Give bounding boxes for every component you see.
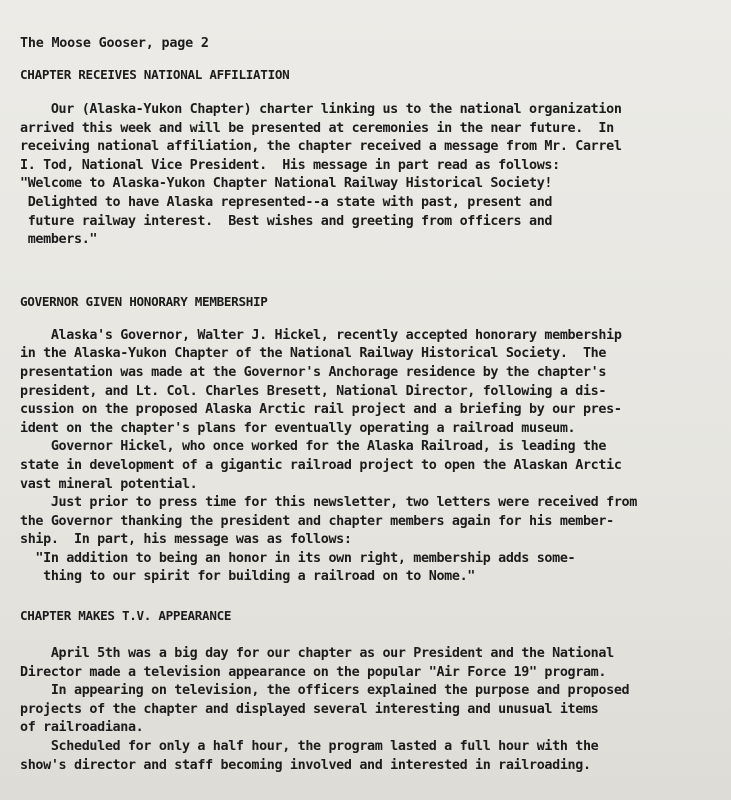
text-line: ident on the chapter's plans for eventually operating a railroad museum.: [20, 420, 576, 436]
text-line: Director made a television appearance on the popular "Air Force 19" program.: [20, 664, 607, 680]
text-line: Our (Alaska-Yukon Chapter) charter linking us to the national organization: [20, 102, 622, 117]
text-line: thing to our spirit for building a railroad on to Nome.": [20, 569, 475, 585]
text-line: "Welcome to Alaska-Yukon Chapter National Railway Historical Society!: [20, 176, 553, 192]
text-line: projects of the chapter and displayed several interesting and unusual items: [20, 701, 599, 717]
text-line: Delighted to have Alaska represented--a state with past, present and: [20, 194, 553, 210]
text-line: Governor Hickel, who once worked for the Alaska Railroad, is leading the: [20, 439, 607, 455]
text-line: "In addition to being an honor in its own right, membership adds some-: [20, 550, 576, 566]
page-header: The Moose Gooser, page 2: [20, 36, 209, 51]
text-line: In appearing on television, the officers explained the purpose and proposed: [20, 683, 630, 699]
text-line: arrived this week and will be presented at ceremonies in the near future. In: [20, 120, 614, 136]
text-line: in the Alaska-Yukon Chapter of the National Railway Historical Society. The: [20, 346, 607, 362]
text-line: presentation was made at the Governor's Anchorage residence by the chapter's: [20, 364, 607, 380]
text-line: state in development of a gigantic railroad project to open the Alaskan Arctic: [20, 457, 622, 473]
section-heading: GOVERNOR GIVEN HONORARY MEMBERSHIP: [20, 293, 268, 309]
text-line: the Governor thanking the president and chapter members again for his member-: [20, 513, 614, 529]
text-line: April 5th was a big day for our chapter as our President and the National: [20, 646, 614, 662]
section-governor: [20, 294, 731, 587]
text-line: members.": [20, 232, 98, 248]
text-line: cussion on the proposed Alaska Arctic rail project and a briefing by our pres-: [20, 402, 622, 418]
text-line: president, and Lt. Col. Charles Bresett, National Director, following a dis-: [20, 383, 607, 399]
section-heading: CHAPTER RECEIVES NATIONAL AFFILIATION: [20, 67, 290, 82]
text-line: receiving national affiliation, the chapter received a message from Mr. Carrel: [20, 139, 622, 155]
text-line: Scheduled for only a half hour, the program lasted a full hour with the: [20, 739, 599, 755]
text-line: Alaska's Governor, Walter J. Hickel, recently accepted honorary membership: [20, 327, 622, 343]
section-tv-appearance: [20, 608, 731, 775]
text-line: of railroadiana.: [20, 720, 144, 736]
text-line: ship. In part, his message was as follows:: [20, 532, 352, 548]
section-affiliation: [20, 67, 731, 250]
text-line: Just prior to press time for this newsletter, two letters were received from: [20, 495, 637, 511]
section-heading: CHAPTER MAKES T.V. APPEARANCE: [20, 608, 232, 624]
text-line: I. Tod, National Vice President. His message in part read as follows:: [20, 157, 560, 173]
text-line: vast mineral potential.: [20, 476, 198, 492]
text-line: show's director and staff becoming involved and interested in railroading.: [20, 757, 591, 773]
text-line: future railway interest. Best wishes and greeting from officers and: [20, 213, 553, 229]
